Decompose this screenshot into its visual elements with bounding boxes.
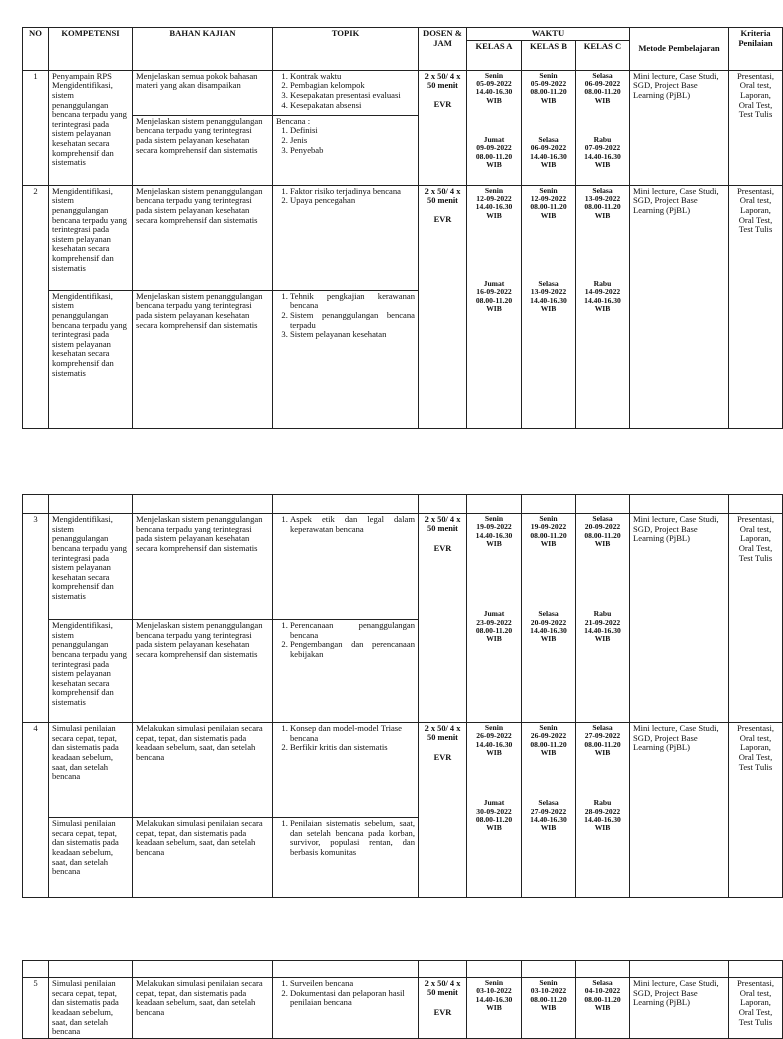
schedule-kelas-a: Senin 19-09-2022 14.40-16.30 WIB Jumat 23-09-2022 08.00-11.20 WIB [467, 514, 522, 723]
table-row [23, 978, 783, 1039]
metode-cell: Mini lecture, Case Studi, SGD, Project Base Learning (PjBL) [630, 185, 729, 428]
table-row [23, 514, 783, 620]
header-dosen: DOSEN & JAM [419, 28, 467, 71]
row-no: 3 [23, 514, 49, 723]
header-metode: Metode Pembelajaran [630, 28, 729, 71]
dosen-cell: 2 x 50/ 4 x 50 menit EVR [419, 185, 467, 428]
table-row [23, 70, 783, 115]
row-no: 5 [23, 978, 49, 1039]
kompetensi-cell: Mengidentifikasi, sistem penanggulangan bencana terpadu yang terintegrasi pada sistem pelayanan kesehatan secara komprehensif dan sistematis [49, 620, 133, 723]
topik-cell [273, 70, 419, 115]
schedule-kelas-a: Senin 12-09-2022 14.40-16.30 WIB Jumat 16-09-2022 08.00-11.20 WIB [467, 185, 522, 428]
schedule-kelas-c: Selasa 27-09-2022 08.00-11.20 WIB Rabu 28-09-2022 14.40-16.30 WIB [576, 723, 630, 898]
topik-list: 1. Faktor risiko terjadinya bencana 2. Upaya pencegahan [276, 187, 415, 206]
dosen-cell: 2 x 50/ 4 x 50 menit EVR [419, 514, 467, 723]
row-no: 1 [23, 70, 49, 185]
topik-list: 1. Tehnik pengkajian kerawanan bencana 2. Sistem penanggulangan bencana terpadu 3. Sistem pelayanan kesehatan [276, 292, 415, 340]
metode-cell: Mini lecture, Case Studi, SGD, Project Base Learning (PjBL) [630, 514, 729, 723]
schedule-kelas-c: Selasa 04-10-2022 08.00-11.20 WIB [576, 978, 630, 1039]
topik-cell [273, 185, 419, 290]
table-row [23, 185, 783, 290]
bahan-kajian-cell: Melakukan simulasi penilaian secara cepat, tepat, dan sistematis pada keadaan sebelum, saat, dan setelah bencana [133, 818, 273, 898]
kriteria-cell: Presentasi, Oral test, Laporan, Oral Test, Test Tulis [729, 514, 783, 723]
kompetensi-cell: Mengidentifikasi, sistem penanggulangan bencana terpadu yang terintegrasi pada sistem pelayanan kesehatan secara komprehensif dan sistematis [49, 185, 133, 290]
schedule-kelas-a: Senin 26-09-2022 14.40-16.30 WIB Jumat 30-09-2022 08.00-11.20 WIB [467, 723, 522, 898]
bahan-kajian-cell: Menjelaskan semua pokok bahasan materi yang akan disampaikan [133, 70, 273, 115]
header-kelas-c: KELAS C [576, 40, 630, 70]
header-kelas-b: KELAS B [522, 40, 576, 70]
topik-cell [273, 620, 419, 723]
table-page-1 [22, 27, 782, 429]
topik-cell [273, 818, 419, 898]
kriteria-cell: Presentasi, Oral test, Laporan, Oral Test, Test Tulis [729, 978, 783, 1039]
header-kriteria: Kriteria Penilaian [729, 28, 783, 71]
bahan-kajian-cell: Melakukan simulasi penilaian secara cepat, tepat, dan sistematis pada keadaan sebelum, saat, dan setelah bencana [133, 723, 273, 818]
topik-list: 1. Definisi 2. Jenis 3. Penyebab [276, 126, 415, 155]
schedule-kelas-b: Senin 26-09-2022 08.00-11.20 WIB Selasa 27-09-2022 14.40-16.30 WIB [522, 723, 576, 898]
schedule-kelas-b: Senin 03-10-2022 08.00-11.20 WIB [522, 978, 576, 1039]
topik-cell [273, 723, 419, 818]
schedule-kelas-c: Selasa 13-09-2022 08.00-11.20 WIB Rabu 14-09-2022 14.40-16.30 WIB [576, 185, 630, 428]
row-no: 4 [23, 723, 49, 898]
header-no: NO [23, 28, 49, 71]
schedule-kelas-b: Senin 12-09-2022 08.00-11.20 WIB Selasa 13-09-2022 14.40-16.30 WIB [522, 185, 576, 428]
table-page-2 [22, 494, 782, 898]
bahan-kajian-cell: Melakukan simulasi penilaian secara cepat, tepat, dan sistematis pada keadaan sebelum, saat, dan setelah bencana [133, 978, 273, 1039]
topik-cell [273, 514, 419, 620]
topik-cell [273, 978, 419, 1039]
bahan-kajian-cell: Menjelaskan sistem penanggulangan bencana terpadu yang terintegrasi pada sistem pelayanan kesehatan secara komprehensif dan sistematis [133, 185, 273, 290]
schedule-kelas-a: Senin 05-09-2022 14.40-16.30 WIB Jumat 09-09-2022 08.00-11.20 WIB [467, 70, 522, 185]
bahan-kajian-cell: Menjelaskan sistem penanggulangan bencana terpadu yang terintegrasi pada sistem pelayanan kesehatan secara komprehensif dan sistematis [133, 514, 273, 620]
rps-table-continued [22, 494, 783, 898]
schedule-kelas-a: Senin 03-10-2022 14.40-16.30 WIB [467, 978, 522, 1039]
metode-cell: Mini lecture, Case Studi, SGD, Project Base Learning (PjBL) [630, 723, 729, 898]
kompetensi-cell: Simulasi penilaian secara cepat, tepat, dan sistematis pada keadaan sebelum, saat, dan setelah bencana [49, 818, 133, 898]
blank-header-row [23, 961, 783, 978]
row-no: 2 [23, 185, 49, 428]
kompetensi-cell: Mengidentifikasi, sistem penanggulangan bencana terpadu yang terintegrasi pada sistem pelayanan kesehatan secara komprehensif dan sistematis [49, 290, 133, 428]
dosen-cell: 2 x 50/ 4 x 50 menit EVR [419, 70, 467, 185]
bahan-kajian-cell: Menjelaskan sistem penanggulangan bencana terpadu yang terintegrasi pada sistem pelayanan kesehatan secara komprehensif dan sistematis [133, 620, 273, 723]
header-kompetensi: KOMPETENSI [49, 28, 133, 71]
table-row [23, 723, 783, 818]
kompetensi-cell: Simulasi penilaian secara cepat, tepat, dan sistematis pada keadaan sebelum, saat, dan setelah bencana [49, 723, 133, 818]
topik-cell: Bencana : 1. Definisi 2. Jenis 3. Penyebab [273, 115, 419, 185]
kompetensi-cell: Penyampain RPS Mengidentifikasi, sistem penanggulangan bencana terpadu yang terintegrasi pada sistem pelayanan kesehatan secara komprehensif dan sistematis [49, 70, 133, 185]
dosen-cell: 2 x 50/ 4 x 50 menit EVR [419, 978, 467, 1039]
schedule-kelas-b: Senin 19-09-2022 08.00-11.20 WIB Selasa 20-09-2022 14.40-16.30 WIB [522, 514, 576, 723]
header-waktu: WAKTU [467, 28, 630, 41]
kriteria-cell: Presentasi, Oral test, Laporan, Oral Test, Test Tulis [729, 70, 783, 185]
rps-table-continued-2 [22, 960, 783, 1039]
kompetensi-cell: Mengidentifikasi, sistem penanggulangan bencana terpadu yang terintegrasi pada sistem pelayanan kesehatan secara komprehensif dan sistematis [49, 514, 133, 620]
kriteria-cell: Presentasi, Oral test, Laporan, Oral Test, Test Tulis [729, 185, 783, 428]
topik-list: 1. Penilaian sistematis sebelum, saat, dan setelah bencana pada korban, survivor, populasi rentan, dan berbasis komunitas [276, 819, 415, 858]
topik-list: 1. Perencanaan penanggulangan bencana 2. Pengembangan dan perencanaan kebijakan [276, 621, 415, 660]
schedule-kelas-c: Selasa 20-09-2022 08.00-11.20 WIB Rabu 21-09-2022 14.40-16.30 WIB [576, 514, 630, 723]
schedule-kelas-b: Senin 05-09-2022 08.00-11.20 WIB Selasa 06-09-2022 14.40-16.30 WIB [522, 70, 576, 185]
topik-list: 1. Surveilen bencana 2. Dokumentasi dan pelaporan hasil penilaian bencana [276, 979, 415, 1008]
bahan-kajian-cell: Menjelaskan sistem penanggulangan bencana terpadu yang terintegrasi pada sistem pelayanan kesehatan secara komprehensif dan sistematis [133, 115, 273, 185]
table-page-3 [22, 960, 782, 1039]
topik-cell [273, 290, 419, 428]
metode-cell: Mini lecture, Case Studi, SGD, Project Base Learning (PjBL) [630, 978, 729, 1039]
topik-list: 1. Konsep dan model-model Triase bencana 2. Berfikir kritis dan sistematis [276, 724, 415, 753]
kompetensi-cell: Simulasi penilaian secara cepat, tepat, dan sistematis pada keadaan sebelum, saat, dan setelah bencana [49, 978, 133, 1039]
metode-cell: Mini lecture, Case Studi, SGD, Project Base Learning (PjBL) [630, 70, 729, 185]
dosen-cell: 2 x 50/ 4 x 50 menit EVR [419, 723, 467, 898]
kriteria-cell: Presentasi, Oral test, Laporan, Oral Test, Test Tulis [729, 723, 783, 898]
bahan-kajian-cell: Menjelaskan sistem penanggulangan bencana terpadu yang terintegrasi pada sistem pelayanan kesehatan secara komprehensif dan sistematis [133, 290, 273, 428]
header-topik: TOPIK [273, 28, 419, 71]
blank-header-row [23, 495, 783, 514]
header-kelas-a: KELAS A [467, 40, 522, 70]
topik-list: 1. Aspek etik dan legal dalam keperawatan bencana [276, 515, 415, 534]
schedule-kelas-c: Selasa 06-09-2022 08.00-11.20 WIB Rabu 07-09-2022 14.40-16.30 WIB [576, 70, 630, 185]
topik-list: 1. Kontrak waktu 2. Pembagian kelompok 3. Kesepakatan presentasi evaluasi 4. Kesepakatan absensi [276, 72, 415, 111]
rps-table [22, 27, 783, 429]
header-bahan-kajian: BAHAN KAJIAN [133, 28, 273, 71]
